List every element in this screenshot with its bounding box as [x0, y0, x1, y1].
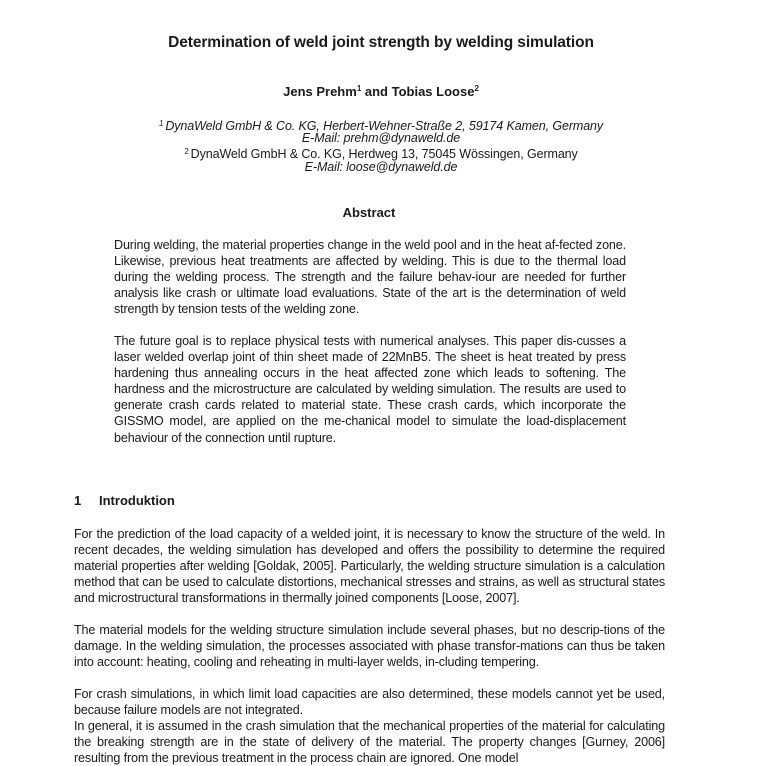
abstract-heading: Abstract	[342, 205, 396, 220]
section-1-title: Introduktion	[99, 493, 175, 508]
intro-paragraph-3: For crash simulations, in which limit load capacities are also determined, these models cannot yet be used, because failure models are not integrated.	[74, 687, 665, 718]
author-1-name: Jens Prehm	[283, 84, 357, 99]
affiliation-2-superscript: 2	[184, 147, 189, 156]
author-2-name: Tobias Loose	[391, 84, 475, 99]
author-line	[0, 84, 762, 99]
author-connector: and	[361, 84, 392, 99]
paper-title: Determination of weld joint strength by welding simulation	[168, 34, 594, 51]
affiliation-2-email: E-Mail: loose@dynaweld.de	[304, 160, 458, 174]
intro-paragraph-1: For the prediction of the load capacity of a welded joint, it is necessary to know the structure of the weld. In recent decades, the welding simulation has developed and offers the possibility to determine the required material properties after welding [Goldak, 2005]. Particularly, the welding structure simulation is a calculation method that can be used to calculate distortions, mechanical stresses and strains, as well as structural states and microstructural transformations in thermally joined components [Loose, 2007].	[74, 527, 665, 606]
affiliation-2-text: DynaWeld GmbH & Co. KG, Herdweg 13, 75045 Wössingen, Germany	[190, 147, 578, 161]
affiliation-1-superscript: 1	[158, 119, 164, 128]
abstract-paragraph-2: The future goal is to replace physical tests with numerical analyses. This paper dis-cusses a laser welded overlap joint of thin sheet made of 22MnB5. The sheet is heat treated by press hardening thus annealing occurs in the heat affected zone which leads to softening. The hardness and the microstructure are calculated by welding simulation. The results are used to generate crash cards related to material state. These crash cards, which incorporate the GISSMO model, are applied on the me-chanical model to simulate the load-displacement behaviour of the connection until rupture.	[114, 334, 626, 445]
author-1-superscript: 1	[356, 84, 362, 93]
intro-paragraph-2: The material models for the welding structure simulation include several phases, but no descrip-tions of the damage. In the welding simulation, the processes associated with phase transfor-mations can thus be taken into account: heating, cooling and reheating in multi-layer welds, in-cluding tempering.	[74, 623, 665, 670]
section-1-number: 1	[74, 493, 82, 508]
affiliation-1-email: E-Mail: prehm@dynaweld.de	[301, 131, 461, 145]
affiliation-1-text: DynaWeld GmbH & Co. KG, Herbert-Wehner-Straße 2, 59174 Kamen, Germany	[165, 119, 604, 133]
abstract-paragraph-1: During welding, the material properties change in the weld pool and in the heat af-fected zone. Likewise, previous heat treatments are affected by welding. This is due to the thermal load during the welding process. The strength and the failure behav-iour are needed for further analysis like crash or ultimate load evaluations. State of the art is the determination of weld strength by tension tests of the welding zone.	[114, 238, 626, 317]
intro-paragraph-4: In general, it is assumed in the crash simulation that the mechanical properties of the material for calculating the breaking strength are in the state of delivery of the material. The property changes [Gurney, 2006] resulting from the previous treatment in the process chain are ignored. One model	[74, 719, 665, 766]
author-2-superscript: 2	[474, 84, 479, 93]
section-1-heading	[74, 493, 175, 508]
